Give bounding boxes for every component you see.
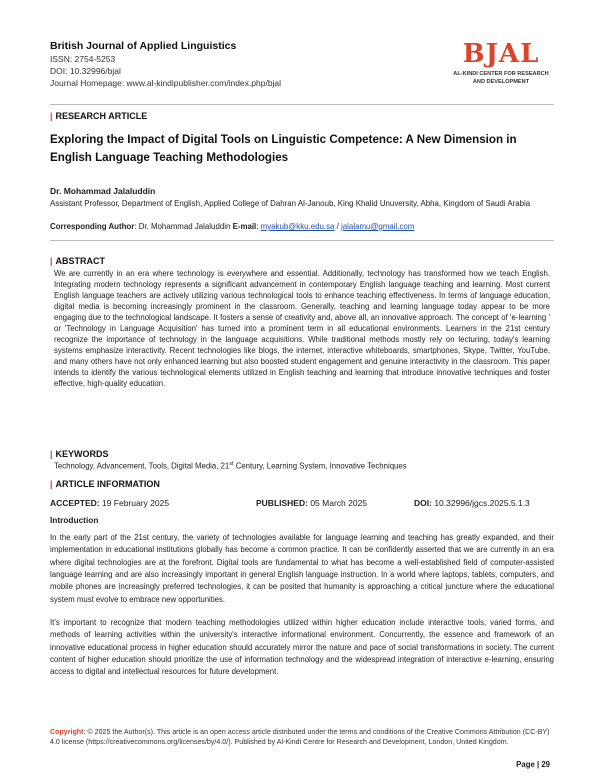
article-type: RESEARCH ARTICLE	[55, 111, 148, 121]
accepted-value: 19 February 2025	[99, 498, 170, 508]
intro-paragraph-1: In the early part of the 21st century, the variety of technologies available for language learning and teaching has greatly expanded, and their implementation in educational institutions globally has become a common practice. It can be confidently asserted that we are currently in an era where digital technologies are at the forefront. Digital tools are fundamental to what has become a well-established field of computer-assisted language learning and are also increasingly important in general English language instruction. In a world where laptops, tablets, computers, and mobile phones are increasingly preferred technologies, it can be posited that humanity is approaching a critical juncture where the educational system must evolve to embrace new opportunities.	[50, 533, 554, 604]
intro-paragraph-2: It's important to recognize that modern teaching methodologies utilized within higher education include interactive tools, varied forms, and methods of learning activities within the university's interactive informational environment. Concurrently, the essence and framework of an innovative educational process in higher education should accurately mirror the nature and pace of social transformations in society. The current content of higher education should prioritize the use of information technology and the widespread integration of interactive e-learning, ensuring access to digital and intellectual resources for future development.	[50, 618, 554, 677]
article-doi	[414, 498, 530, 508]
keywords-part-a: Technology, Advancement, Tools, Digital Media, 21	[54, 461, 230, 471]
published-date	[256, 498, 367, 508]
email-label: E-mail	[232, 222, 257, 231]
abstract-text: We are currently in an era where technology is everywhere and essential. Additionally, technology has transformed how we teach English. Integrating modern technology represents a significant advancement in contemporary English language teaching and learning. Most current English language teachers are actively utilizing various technological tools to enhance teaching effectiveness. In terms of language education, digital media is becoming increasingly prominent in the classroom. Generally, teaching and learning language today appear to be more engaging due to the technological landscape. It fosters a sense of creativity and, above all, an innovative approach. The concept of 'e-learning ' or 'Technology in Language Acquisition' has turned into a prominent term in all educational environments. Learners in the 21st century recognize the importance of technology in the language acquisitions. While traditional methods mostly rely on lecturing, today's learning systems emphasize interactivity. Recent technologies like blogs, the internet, interactive whiteboards, smartphones, Skype, Twitter, YouTube, and many others have not only enhanced learning but also boosted student engagement and genuine interactivity in the classroom. This paper intends to identify the various technological elements utilized in English teaching and learning that introduce innovative techniques and foster effective, high-quality education.	[54, 269, 550, 388]
logo-subtitle-1: AL-KINDI CENTER FOR RESEARCH	[453, 71, 549, 77]
published-label: PUBLISHED:	[256, 498, 308, 508]
introduction-heading: Introduction	[50, 515, 99, 525]
email-link-1[interactable]: myakub@kku.edu.sa	[260, 222, 335, 231]
email-link-2[interactable]: jalalamu@gmail.com	[341, 222, 415, 231]
article-info-heading	[50, 479, 160, 489]
journal-title: British Journal of Applied Linguistics	[50, 40, 237, 52]
journal-issn: ISSN: 2754-5253	[50, 54, 116, 64]
corresponding-label: Corresponding Author	[50, 222, 135, 231]
copyright-label: Copyright	[50, 728, 84, 736]
copyright-text: : © 2025 the Author(s). This article is an open access article distributed under the terms and conditions of the Creative Commons Attribution (CC-BY) 4.0 license (https://creativecommons.org/licenses/by/4.0/). Published by Al-Kindi Centre for Research and Development, London, United Kingdom.	[50, 728, 550, 747]
email-separator: /	[334, 222, 342, 231]
article-type-heading	[50, 111, 147, 121]
logo-subtitle-2: AND DEVELOPMENT	[472, 79, 530, 85]
author-affiliation: Assistant Professor, Department of English, Applied College of Dahran Al-Janoub, King Khalid Unuversity, Abha, Kingdom of Saudi Arabia	[50, 199, 531, 208]
keywords-heading	[50, 449, 109, 459]
corresponding-name: : Dr. Mohammad Jalaluddin	[134, 222, 233, 231]
accent-bar: |	[50, 479, 53, 489]
keywords-superscript: st	[229, 461, 234, 467]
abstract-heading-text: ABSTRACT	[55, 256, 106, 266]
publisher-logo	[446, 40, 556, 86]
journal-doi: DOI: 10.32996/bjal	[50, 66, 121, 76]
copyright-notice	[50, 727, 554, 747]
page-number: Page | 29	[516, 760, 550, 769]
corresponding-author: Corresponding Author: Dr. Mohammad Jalaluddin E-mail: myakub@kku.edu.sa / jalalamu@gmail.com	[50, 222, 415, 231]
article-info-heading-text: ARTICLE INFORMATION	[55, 479, 160, 489]
doi-label: DOI:	[414, 498, 432, 508]
logo-mark: BJAL	[462, 39, 540, 69]
accent-bar: |	[50, 256, 53, 266]
keywords-part-b: Century, Learning System, Innovative Techniques	[233, 461, 407, 471]
divider	[50, 240, 554, 241]
accepted-date	[50, 498, 169, 508]
doi-value: 10.32996/jgcs.2025.5.1.3	[431, 498, 530, 508]
accent-bar: |	[50, 449, 53, 459]
journal-homepage: Journal Homepage: www.al-kindipublisher.com/index.php/bjal	[50, 78, 282, 88]
keywords-text	[54, 461, 407, 471]
keywords-heading-text: KEYWORDS	[55, 449, 109, 459]
article-title: Exploring the Impact of Digital Tools on Linguistic Competence: A New Dimension in English Language Teaching Methodologies	[50, 133, 517, 164]
divider	[50, 104, 554, 105]
accent-bar: |	[50, 111, 53, 121]
abstract-heading	[50, 256, 105, 266]
published-value: 05 March 2025	[307, 498, 368, 508]
accepted-label: ACCEPTED:	[50, 498, 100, 508]
author-name: Dr. Mohammad Jalaluddin	[50, 186, 156, 196]
